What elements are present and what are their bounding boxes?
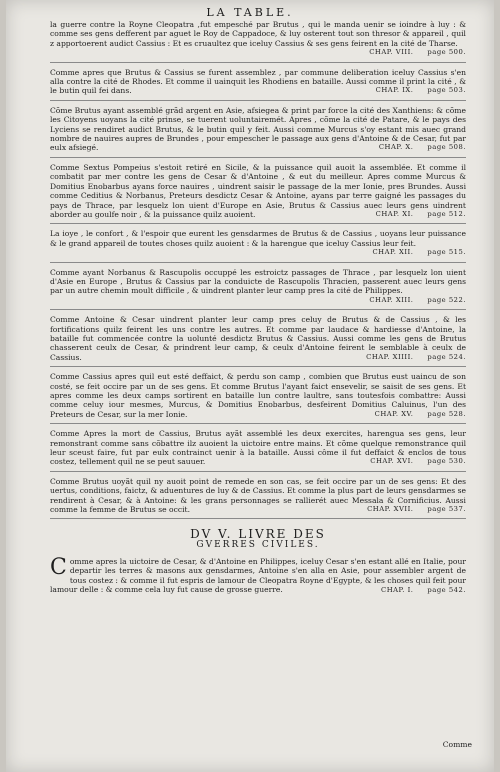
entry-reference: CHAP. XV. page 528. [374,409,466,418]
toc-entry [50,106,466,158]
entry-reference: CHAP. VIII. page 500. [369,48,466,57]
book-page [6,0,494,772]
toc-entry [50,429,466,472]
entry-text: Comme Sextus Pompeius s'estoit retiré en Sicile, & la puissance quil auoit la assemblée. Et comme il combatit par mer contre les gens de Cesar & d'Antoine , & eut du meilleur. Apres comme Murcus & Domitius Enobarbus ayans force nauires , uindrent saisir le passage de la mer Ionie, pres Brundes. Aussi comme Ceditius & Norbanus, Preteurs desdictz Cesar & Antoine, ayans par terre gaigné les passages du pays de Thrace, par lesquelz lon uient d'Europe en Asie, Brutus & Cassius auec leurs gens uindrent aborder au goulfe noir , & la puissance quilz auoient. CHAP. XI. page 512. [50,162,466,219]
entry-text: La ioye , le confort , & l'espoir que eurent les gensdarmes de Brutus & de Cassius , uoyans leur puissance & le grand appareil de toutes choses quilz auoient : & la harengue que iceluy Cassius leur feit. CHAP. XII. page 515. [50,229,466,257]
toc-entry [50,315,466,367]
entry-reference: CHAP. X. page 508. [378,143,466,152]
toc-entry [50,477,466,520]
entry-reference: CHAP. I. page 542. [381,586,466,595]
entry-text: Comme Apres la mort de Cassius, Brutus ayãt assemblé les deux exercites, harengua ses gens, leur remonstrant comme sans cõbattre ilz auoient la uictoire entre mains. Et cõme quelque remonstrance quil leur sceust faire, fut par eulx contrainct uenir à la bataille. Aussi côme il fut deffaict & enclos de tous costez, tellement quil ne se peut sauuer. CHAP. XVI. page 530. [50,429,466,467]
entry-reference: CHAP. XVII. page 537. [367,505,466,514]
table-of-contents [50,20,466,596]
entry-reference: CHAP. XIIII. page 524. [366,352,466,361]
toc-entry [50,163,466,224]
entry-text: la guerre contre la Royne Cleopatra ,fut empesché par Brutus , qui le manda uenir se ioindre à luy : & comme ses gens defferent par aguet le Roy de Cappadoce, & luy osterent tout son thresor & appareil , quil z apportoerent audict Cassius : Et es cruaultez que iceluy Cassius & ses gens feirent en la cité de Tharse. CHAP. VIII. page 500. [50,20,466,57]
entry-text: Comme Brutus uoyãt quil ny auoit point de remede en son cas, se feit occire par un de ses gens: Et des uertus, conditions, faictz, & aduentures de luy & de Cassius. Et comme la plus part de leurs gensdarmes se rendirent à Cesar, & à Antoine: & les grans personnages se rallierét auec Messala & Cornificius. Aussi comme la femme de Brutus se occit. CHAP. XVII. page 537. [50,476,466,515]
book-subheading: GVERRES CIVILES. [196,540,320,551]
entry-text: Comme Antoine & Cesar uindrent planter leur camp pres celuy de Brutus & de Cassius , & les fortifications quilz feirent les uns contre les autres. Et comme par laudace & hardiesse d'Antoine, la bataille fut commencée contre la uolunté desdictz Brutus & Cassius. Aussi comme les gens de Brutus chasserent ceulx de Cesar, & prindrent leur camp, & ceulx d'Antoine feirent le semblable à ceulx de Cassius. CHAP. XIIII. page 524. [50,315,466,362]
drop-cap: C [50,554,67,580]
catchword: Comme [442,740,472,749]
entry-reference: CHAP. XIII. page 522. [369,295,466,304]
toc-entry [50,229,466,262]
toc-entry [50,554,466,595]
entry-text: Comme apres que Brutus & Cassius se furent assemblez , par commune deliberation iceluy Cassius s'en alla contre la cité de Rhodes. Et comme il uainquit les Rhodiens en bataille. Aussi comme il print la cité , & le butin quil fei dans. CHAP. IX. page 503. [50,67,466,96]
entry-text: Comme apres la uictoire de Cesar, & d'Antoine en Philippes, iceluy Cesar s'en estant allé en Italie, pour departir les terres & masons aux gensdarmes, Antoine s'en alla en Asie, pour assembler argent de tous costez : & comme il fut espris de lamour de Cleopatra Royne d'Egypte, & les choses quil feit pour lamour delle : & comme cela luy fut cause de grosse guerre. CHAP. I. page 542. [50,554,466,595]
entry-text: Cõme Brutus ayant assemblé grãd argent en Asie, afsiegea & print par force la cité des Xanthiens: & cõme les Citoyens uoyans la cité prinse, se tuerent uoluntairemét. Apres , cõme la cité de Patare, & le pays des Lyciens se rendiret audict Brutus, & le butin quil y feit. Aussi comme Murcus s'oy estant mis auec grand nombre de nauires aupres de Brundes , pour empescher le passage aux gens d'Antoine & de Cesar, fut par eulx afsiegé. CHAP. X. page 508. [50,105,466,153]
entry-reference: CHAP. XII. page 515. [372,248,466,257]
toc-entry [50,68,466,101]
toc-entry [50,372,466,424]
entry-reference: CHAP. IX. page 503. [375,86,466,95]
entry-text: Comme Cassius apres quil eut esté deffaict, & perdu son camp , combien que Brutus eust uaincu de son costé, se feit occire par un de ses gens. Et comme Brutus l'ayant faict ensevelir, se saisit de ses gens. Et apres comme les deux camps sortirent en bataille lun contre laultre, sans toutesfois combattre: Aussi comme celuy iour mesmes, Murcus, & Domitius Enobarbus, desfeirent Domitius Caluinus, l'un des Preteurs de Cesar, sur la mer Ionie. CHAP. XV. page 528. [50,372,466,419]
running-head: LA TABLE. [206,6,294,19]
toc-entry [50,268,466,311]
book-heading: DV V. LIVRE DES [190,527,326,542]
entry-reference: CHAP. XVI. page 530. [370,457,466,466]
entry-reference: CHAP. XI. page 512. [375,209,466,218]
entry-text: Comme ayant Norbanus & Rascupolis occuppé les estroictz passages de Thrace , par lesquelz lon uient d'Asie en Europe , Brutus & Cassius par la conduicte de Rascupolis Thracien, passerent auec leurs gens par un autre chemin moult difficile , & uindrent planter leur camp pres la cité de Philippes. CHAP. XIII. page 522. [50,267,466,304]
toc-entry [50,20,466,63]
